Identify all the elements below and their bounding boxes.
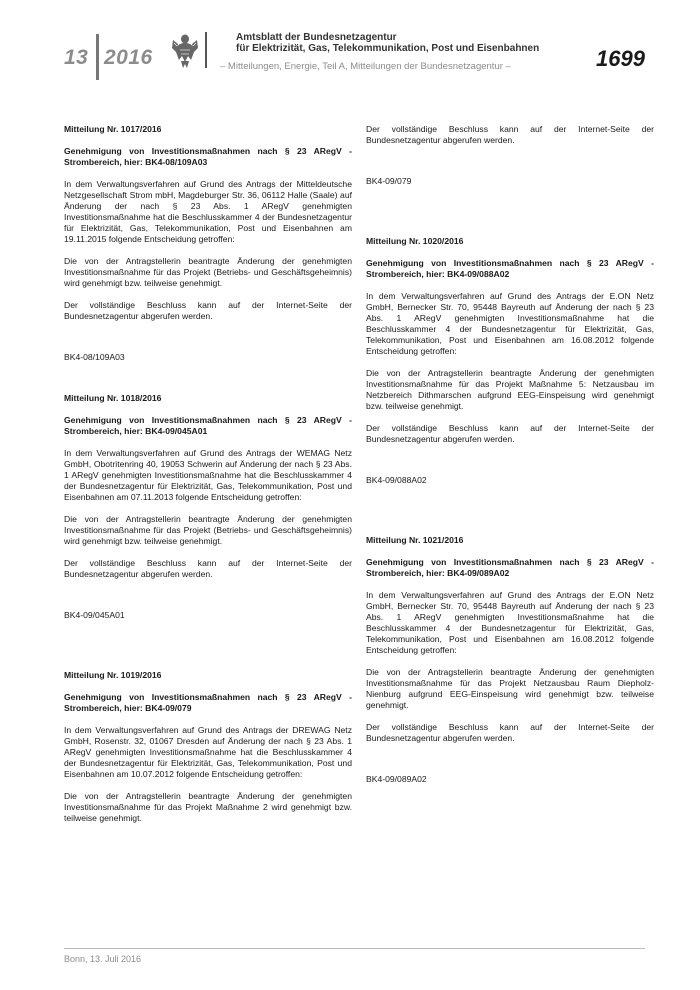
notice-paragraph: Die von der Antragstellerin beantragte Änderung der genehmigten Investitionsmaßnahme für das Projekt (Betriebs- und Geschäftsgeheimnis) wird genehmigt bzw. teilweise genehmigt. <box>64 514 352 546</box>
notice-reference: BK4-09/079 <box>366 176 412 186</box>
notice-subject: Genehmigung von Investitionsmaßnahmen nach § 23 ARegV - Strombereich, hier: BK4-08/109A03 <box>64 146 352 167</box>
page-number: 1699 <box>596 46 645 71</box>
right-column <box>366 124 654 785</box>
issue-divider <box>96 34 99 80</box>
notice-paragraph: In dem Verwaltungsverfahren auf Grund des Antrags der WEMAG Netz GmbH, Obotritenring 40, 19053 Schwerin auf Änderung der nach § 23 Abs. 1 ARegV genehmigten Investitionsmaßnahme hat die Beschlusskammer 4 der Bundesnetzagentur für Elektrizität, Gas, Telekommunikation, Post und Eisenbahnen am 07.11.2013 folgende Entscheidung getroffen: <box>64 448 352 502</box>
notice-title: Mitteilung Nr. 1019/2016 <box>64 670 162 680</box>
notice-paragraph: Der vollständige Beschluss kann auf der Internet-Seite der Bundesnetzagentur abgerufen werden. <box>64 558 352 579</box>
notice-paragraph: In dem Verwaltungsverfahren auf Grund des Antrags der E.ON Netz GmbH, Bernecker Str. 70, 95448 Bayreuth auf Änderung der nach § 23 Abs. 1 ARegV genehmigten Investitionsmaßnahme hat die Beschlusskammer 4 der Bundesnetzagentur für Elektrizität, Gas, Telekommunikation, Post und Eisenbahnen am 16.08.2012 folgende Entscheidung getroffen: <box>366 291 654 356</box>
notice-paragraph: In dem Verwaltungsverfahren auf Grund des Antrags der DREWAG Netz GmbH, Rosenstr. 32, 01067 Dresden auf Änderung der nach § 23 Abs. 1 ARegV genehmigten Investitionsmaßnahme hat die Beschlusskammer 4 der Bundesnetzagentur für Elektrizität, Gas, Telekommunikation, Post und Eisenbahnen am 10.07.2012 folgende Entscheidung getroffen: <box>64 725 352 779</box>
notice-title: Mitteilung Nr. 1021/2016 <box>366 535 464 545</box>
notice-reference: BK4-09/088A02 <box>366 475 427 485</box>
notice-paragraph: Die von der Antragstellerin beantragte Änderung der genehmigten Investitionsmaßnahme für das Projekt (Betriebs- und Geschäftsgeheimnis) wird genehmigt bzw. teilweise genehmigt. <box>64 256 352 288</box>
issue-year: 2016 <box>104 46 153 69</box>
notice-reference: BK4-09/045A01 <box>64 610 125 620</box>
notice-paragraph: Der vollständige Beschluss kann auf der Internet-Seite der Bundesnetzagentur abgerufen werden. <box>366 423 654 444</box>
federal-eagle-icon <box>170 30 200 70</box>
page-header <box>0 0 700 90</box>
left-column <box>64 124 352 824</box>
notice-title: Mitteilung Nr. 1017/2016 <box>64 124 162 134</box>
notice-title: Mitteilung Nr. 1020/2016 <box>366 236 464 246</box>
notice-paragraph: Die von der Antragstellerin beantragte Änderung der genehmigten Investitionsmaßnahme für das Projekt Netzausbau Raum Diepholz-Nienburg aufgrund EEG-Einspeisung wird genehmigt bzw. teilweise genehmigt. <box>366 667 654 710</box>
notice-paragraph: Die von der Antragstellerin beantragte Änderung der genehmigten Investitionsmaßnahme für das Projekt Maßnahme 5: Netzausbau im Netzbereich Dithmarschen aufgrund EEG-Einspeisung wird genehmigt bzw. teilweise genehmigt. <box>366 368 654 411</box>
notice-reference: BK4-09/089A02 <box>366 774 427 784</box>
notice-subject: Genehmigung von Investitionsmaßnahmen nach § 23 ARegV - Strombereich, hier: BK4-09/089A02 <box>366 557 654 578</box>
notice-paragraph: Die von der Antragstellerin beantragte Änderung der genehmigten Investitionsmaßnahme für das Projekt Maßnahme 2 wird genehmigt bzw. teilweise genehmigt. <box>64 791 352 823</box>
issue-number: 13 <box>64 46 89 69</box>
notice-subject: Genehmigung von Investitionsmaßnahmen nach § 23 ARegV - Strombereich, hier: BK4-09/045A01 <box>64 415 352 436</box>
notice-paragraph: Der vollständige Beschluss kann auf der Internet-Seite der Bundesnetzagentur abgerufen werden. <box>64 300 352 321</box>
notice-subject: Genehmigung von Investitionsmaßnahmen nach § 23 ARegV - Strombereich, hier: BK4-09/088A02 <box>366 258 654 279</box>
notice-subject: Genehmigung von Investitionsmaßnahmen nach § 23 ARegV - Strombereich, hier: BK4-09/079 <box>64 692 352 713</box>
notice-title: Mitteilung Nr. 1018/2016 <box>64 393 162 403</box>
notice-paragraph: In dem Verwaltungsverfahren auf Grund des Antrags der Mitteldeutsche Netzgesellschaft Strom mbH, Magdeburger Str. 36, 06112 Halle (Saale) auf Änderung der nach § 23 Abs. 1 ARegV genehmigten Investitionsmaßnahme hat die Beschlusskammer 4 der Bundesnetzagentur für Elektrizität, Gas, Telekommunikation, Post und Eisenbahnen am 19.11.2015 folgende Entscheidung getroffen: <box>64 179 352 244</box>
gazette-subtitle: für Elektrizität, Gas, Telekommunikation, Post und Eisenbahnen <box>236 43 540 54</box>
notice-paragraph: Der vollständige Beschluss kann auf der Internet-Seite der Bundesnetzagentur abgerufen werden. <box>366 124 654 145</box>
gazette-section: – Mitteilungen, Energie, Teil A, Mitteilungen der Bundesnetzagentur – <box>220 61 511 72</box>
footer-place-date: Bonn, 13. Juli 2016 <box>64 954 142 964</box>
notice-paragraph: Der vollständige Beschluss kann auf der Internet-Seite der Bundesnetzagentur abgerufen werden. <box>366 722 654 743</box>
gazette-title: Amtsblatt der Bundesnetzagentur <box>236 32 397 43</box>
notice-paragraph: In dem Verwaltungsverfahren auf Grund des Antrags der E.ON Netz GmbH, Bernecker Str. 70, 95448 Bayreuth auf Änderung der nach § 23 Abs. 1 ARegV genehmigten Investitionsmaßnahme hat die Beschlusskammer 4 der Bundesnetzagentur für Elektrizität, Gas, Telekommunikation, Post und Eisenbahnen am 16.08.2012 folgende Entscheidung getroffen: <box>366 590 654 655</box>
logo-divider <box>205 32 207 68</box>
notice-reference: BK4-08/109A03 <box>64 352 125 362</box>
footer-divider <box>64 948 645 949</box>
